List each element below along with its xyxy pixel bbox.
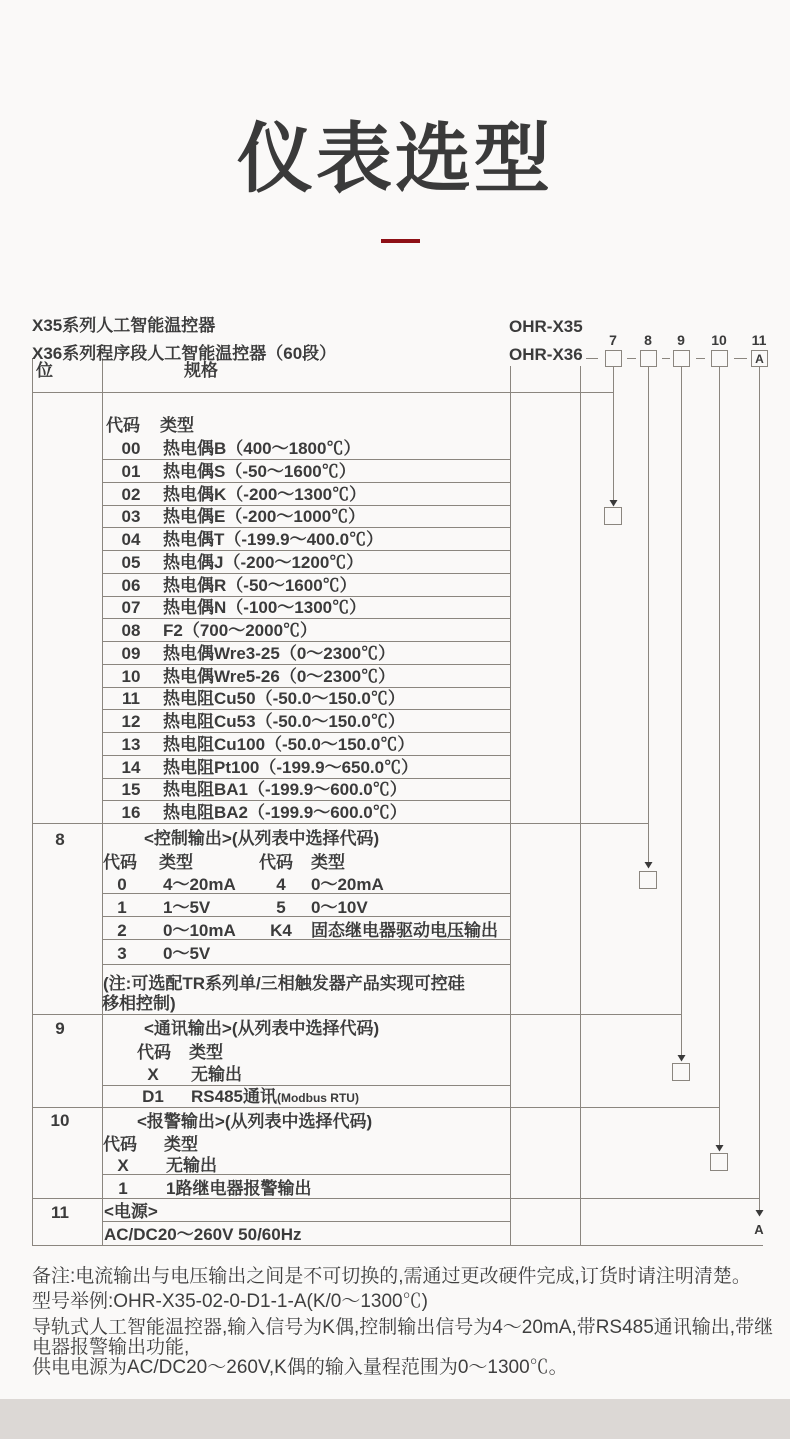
- input-row-code: 15: [121, 780, 141, 799]
- title-underline: [381, 239, 420, 243]
- input-row-type: F2（700～2000℃）: [163, 621, 318, 640]
- comm-type-header: 类型: [189, 1043, 223, 1062]
- power-value: AC/DC20～260V 50/60Hz: [104, 1225, 302, 1244]
- input-row-code: 16: [121, 803, 141, 822]
- col-header-spec: 规格: [184, 361, 218, 380]
- bottom-band: [0, 1399, 790, 1439]
- control-row-type: 固态继电器驱动电压输出: [311, 921, 498, 940]
- note-line-3: 导轨式人工智能温控器,输入信号为K偶,控制输出信号为4～20mA,带RS485通讯输出,带继: [32, 1317, 774, 1338]
- control-type-header: 类型: [159, 853, 193, 872]
- input-row-type: 热电阻Cu53（-50.0～150.0℃）: [163, 712, 405, 731]
- input-row-code: 08: [121, 621, 141, 640]
- comm-code-header: 代码: [137, 1043, 171, 1062]
- comm-row-type: 无输出: [191, 1065, 242, 1084]
- input-row-code: 12: [121, 712, 141, 731]
- control-code-header: 代码: [103, 853, 137, 872]
- comm-row-type-suffix: (Modbus RTU): [276, 1091, 359, 1105]
- input-type-header: 类型: [160, 416, 194, 435]
- input-row-code: 14: [121, 758, 141, 777]
- series-line-1: X35系列人工智能温控器: [32, 316, 216, 335]
- comm-output-title: <通讯输出>(从列表中选择代码): [144, 1019, 380, 1038]
- control-row-code: 5: [276, 898, 286, 917]
- input-row-type: 热电阻Cu50（-50.0～150.0℃）: [163, 689, 405, 708]
- input-row-code: 11: [122, 689, 140, 708]
- series-line-2: X36系列程序段人工智能温控器（60段）: [32, 344, 337, 363]
- digit-label-7: 7: [609, 332, 617, 348]
- col-header-bit: 位: [36, 361, 53, 380]
- alarm-row-code: X: [117, 1156, 129, 1175]
- input-row-code: 02: [121, 485, 141, 504]
- selection-target-boxes: [605, 508, 728, 1171]
- input-row-code: 10: [121, 667, 141, 686]
- input-row-type: 热电偶Wre5-26（0～2300℃）: [163, 667, 396, 686]
- comm-row-type: [191, 1088, 359, 1107]
- input-row-code: 03: [121, 507, 141, 526]
- control-note-line-2: 移相控制): [102, 994, 176, 1013]
- input-row-type: 热电偶R（-50～1600℃）: [163, 576, 357, 595]
- input-code-header: 代码: [106, 416, 140, 435]
- alarm-row-code: 1: [118, 1179, 128, 1198]
- note-line-1: 备注:电流输出与电压输出之间是不可切换的,需通过更改硬件完成,订货时请注明清楚。: [32, 1266, 751, 1287]
- model-prefix-x35: OHR-X35: [509, 317, 583, 336]
- control-row-type: 0～20mA: [311, 875, 384, 894]
- input-row-code: 04: [121, 530, 141, 549]
- control-row-code: 1: [117, 898, 127, 917]
- note-line-5: 供电电源为AC/DC20～260V,K偶的输入量程范围为0～1300℃。: [32, 1357, 568, 1378]
- control-row-type: 0～10V: [311, 898, 368, 917]
- input-row-type: 热电阻BA1（-199.9～600.0℃）: [163, 780, 407, 799]
- connector-arrow-icons: [610, 500, 764, 1217]
- input-row-code: 06: [121, 576, 141, 595]
- input-row-type: 热电阻Pt100（-199.9～650.0℃）: [163, 758, 419, 777]
- power-title: <电源>: [104, 1202, 158, 1221]
- page-title: 仪表选型: [237, 117, 553, 202]
- digit-label-8: 8: [644, 332, 652, 348]
- input-row-type: 热电偶K（-200～1300℃）: [163, 485, 367, 504]
- bit-label-11: 11: [51, 1203, 69, 1222]
- comm-row-code: D1: [142, 1087, 164, 1106]
- control-row-code: K4: [270, 921, 292, 940]
- input-row-type: 热电偶E（-200～1000℃）: [163, 507, 366, 526]
- input-row-code: 13: [121, 735, 141, 754]
- alarm-code-header: 代码: [103, 1135, 137, 1154]
- digit-label-10: 10: [711, 332, 727, 348]
- input-row-type: 热电偶Wre3-25（0～2300℃）: [163, 644, 396, 663]
- control-row-code: 3: [117, 944, 127, 963]
- input-row-type: 热电阻Cu100（-50.0～150.0℃）: [163, 735, 415, 754]
- control-type-header-2: 类型: [311, 853, 345, 872]
- model-prefix-x36: OHR-X36: [509, 345, 583, 364]
- input-row-code: 05: [121, 553, 141, 572]
- bit-label-10: 10: [50, 1111, 70, 1130]
- control-row-code: 4: [276, 875, 286, 894]
- power-suffix-a: A: [754, 1222, 764, 1237]
- control-row-type: 0～10mA: [163, 921, 236, 940]
- input-row-type: 热电偶B（400～1800℃）: [163, 439, 361, 458]
- alarm-row-type: 1路继电器报警输出: [166, 1179, 312, 1198]
- input-row-code: 09: [121, 644, 141, 663]
- control-note-line-1: (注:可选配TR系列单/三相触发器产品实现可控硅: [103, 974, 465, 993]
- alarm-output-title: <报警输出>(从列表中选择代码): [137, 1112, 373, 1131]
- control-row-type: 4～20mA: [163, 875, 236, 894]
- note-line-4: 电器报警输出功能,: [32, 1337, 190, 1358]
- input-row-code: 01: [121, 462, 141, 481]
- input-row-type: 热电偶N（-100～1300℃）: [163, 598, 367, 617]
- input-row-code: 07: [121, 598, 141, 617]
- bit-label-9: 9: [55, 1019, 65, 1038]
- digit-label-11: 11: [751, 332, 767, 348]
- control-code-header-2: 代码: [259, 853, 293, 872]
- control-row-code: 0: [117, 875, 127, 894]
- control-row-code: 2: [117, 921, 127, 940]
- comm-row-code: X: [147, 1065, 159, 1084]
- bit-label-8: 8: [55, 830, 65, 849]
- input-row-type: 热电偶S（-50～1600℃）: [163, 462, 356, 481]
- input-row-type: 热电偶T（-199.9～400.0℃）: [163, 530, 384, 549]
- control-output-title: <控制输出>(从列表中选择代码): [144, 829, 380, 848]
- model-suffix-a: A: [755, 352, 764, 366]
- digit-label-9: 9: [677, 332, 685, 348]
- alarm-type-header: 类型: [164, 1135, 198, 1154]
- input-row-type: 热电阻BA2（-199.9～600.0℃）: [163, 803, 407, 822]
- input-row-type: 热电偶J（-200～1200℃）: [163, 553, 364, 572]
- input-row-code: 00: [121, 439, 141, 458]
- control-row-type: 0～5V: [163, 944, 211, 963]
- note-line-2: 型号举例:OHR-X35-02-0-D1-1-A(K/0～1300℃): [32, 1291, 428, 1312]
- comm-row-type-main: RS485通讯: [191, 1087, 277, 1106]
- alarm-row-type: 无输出: [166, 1156, 217, 1175]
- control-row-type: 1～5V: [163, 898, 211, 917]
